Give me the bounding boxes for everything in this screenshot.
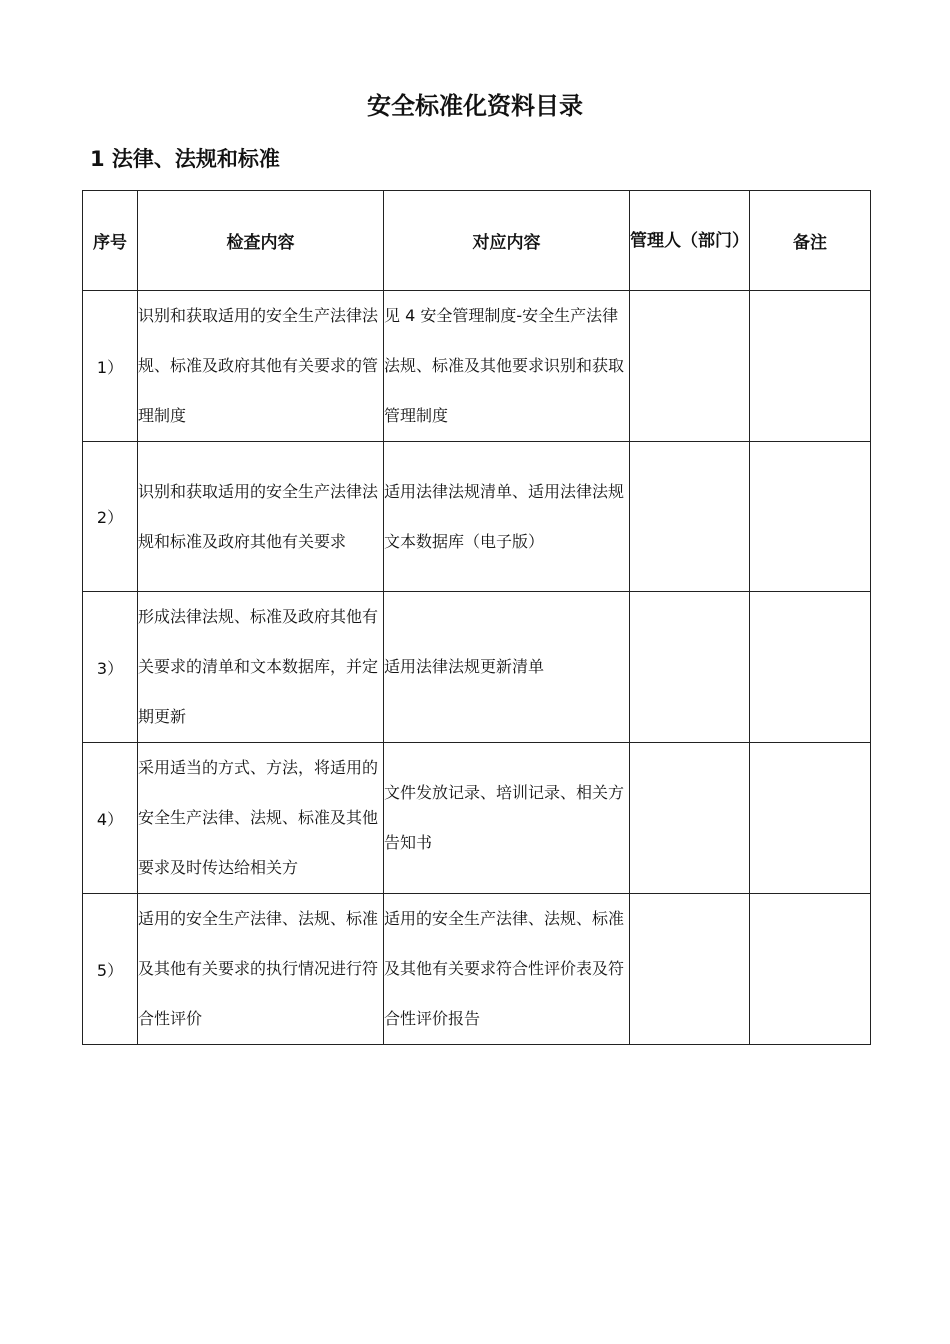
manager-cell [630, 743, 750, 894]
table-row [83, 442, 871, 592]
check-content-cell: 采用适当的方式、方法，将适用的安全生产法律、法规、标准及其他要求及时传达给相关方 [138, 743, 384, 894]
header-remarks: 备注 [750, 191, 871, 291]
row-number: 2） [83, 442, 138, 592]
check-content-cell: 适用的安全生产法律、法规、标准及其他有关要求的执行情况进行符合性评价 [138, 894, 384, 1045]
header-manager: 管理人（部门） [630, 191, 750, 291]
manager-cell [630, 442, 750, 592]
row-number: 5） [83, 894, 138, 1045]
corresponding-content-cell: 文件发放记录、培训记录、相关方告知书 [384, 743, 630, 894]
check-content-cell: 识别和获取适用的安全生产法律法规和标准及政府其他有关要求 [138, 442, 384, 592]
remarks-cell [750, 291, 871, 442]
manager-cell [630, 291, 750, 442]
corresponding-content-cell: 适用的安全生产法律、法规、标准及其他有关要求符合性评价表及符合性评价报告 [384, 894, 630, 1045]
section-heading: 1 法律、法规和标准 [90, 147, 280, 171]
row-number: 1） [83, 291, 138, 442]
table-row [83, 743, 871, 894]
remarks-cell [750, 442, 871, 592]
manager-cell [630, 894, 750, 1045]
manager-cell [630, 592, 750, 743]
table-row [83, 592, 871, 743]
document-title: 安全标准化资料目录 [367, 92, 583, 120]
header-check-content: 检查内容 [138, 191, 384, 291]
table-row [83, 894, 871, 1045]
remarks-cell [750, 743, 871, 894]
remarks-cell [750, 592, 871, 743]
remarks-cell [750, 894, 871, 1045]
check-content-cell: 识别和获取适用的安全生产法律法规、标准及政府其他有关要求的管理制度 [138, 291, 384, 442]
table-header [83, 191, 871, 291]
corresponding-content-cell: 见 4 安全管理制度-安全生产法律法规、标准及其他要求识别和获取管理制度 [384, 291, 630, 442]
header-row [83, 191, 871, 291]
header-no: 序号 [83, 191, 138, 291]
corresponding-content-cell: 适用法律法规清单、适用法律法规文本数据库（电子版） [384, 442, 630, 592]
check-content-cell: 形成法律法规、标准及政府其他有关要求的清单和文本数据库，并定期更新 [138, 592, 384, 743]
row-number: 4） [83, 743, 138, 894]
header-corresponding-content: 对应内容 [384, 191, 630, 291]
table-row [83, 291, 871, 442]
corresponding-content-cell: 适用法律法规更新清单 [384, 592, 630, 743]
row-number: 3） [83, 592, 138, 743]
catalog-table [82, 190, 871, 1045]
table-body [83, 291, 871, 1045]
